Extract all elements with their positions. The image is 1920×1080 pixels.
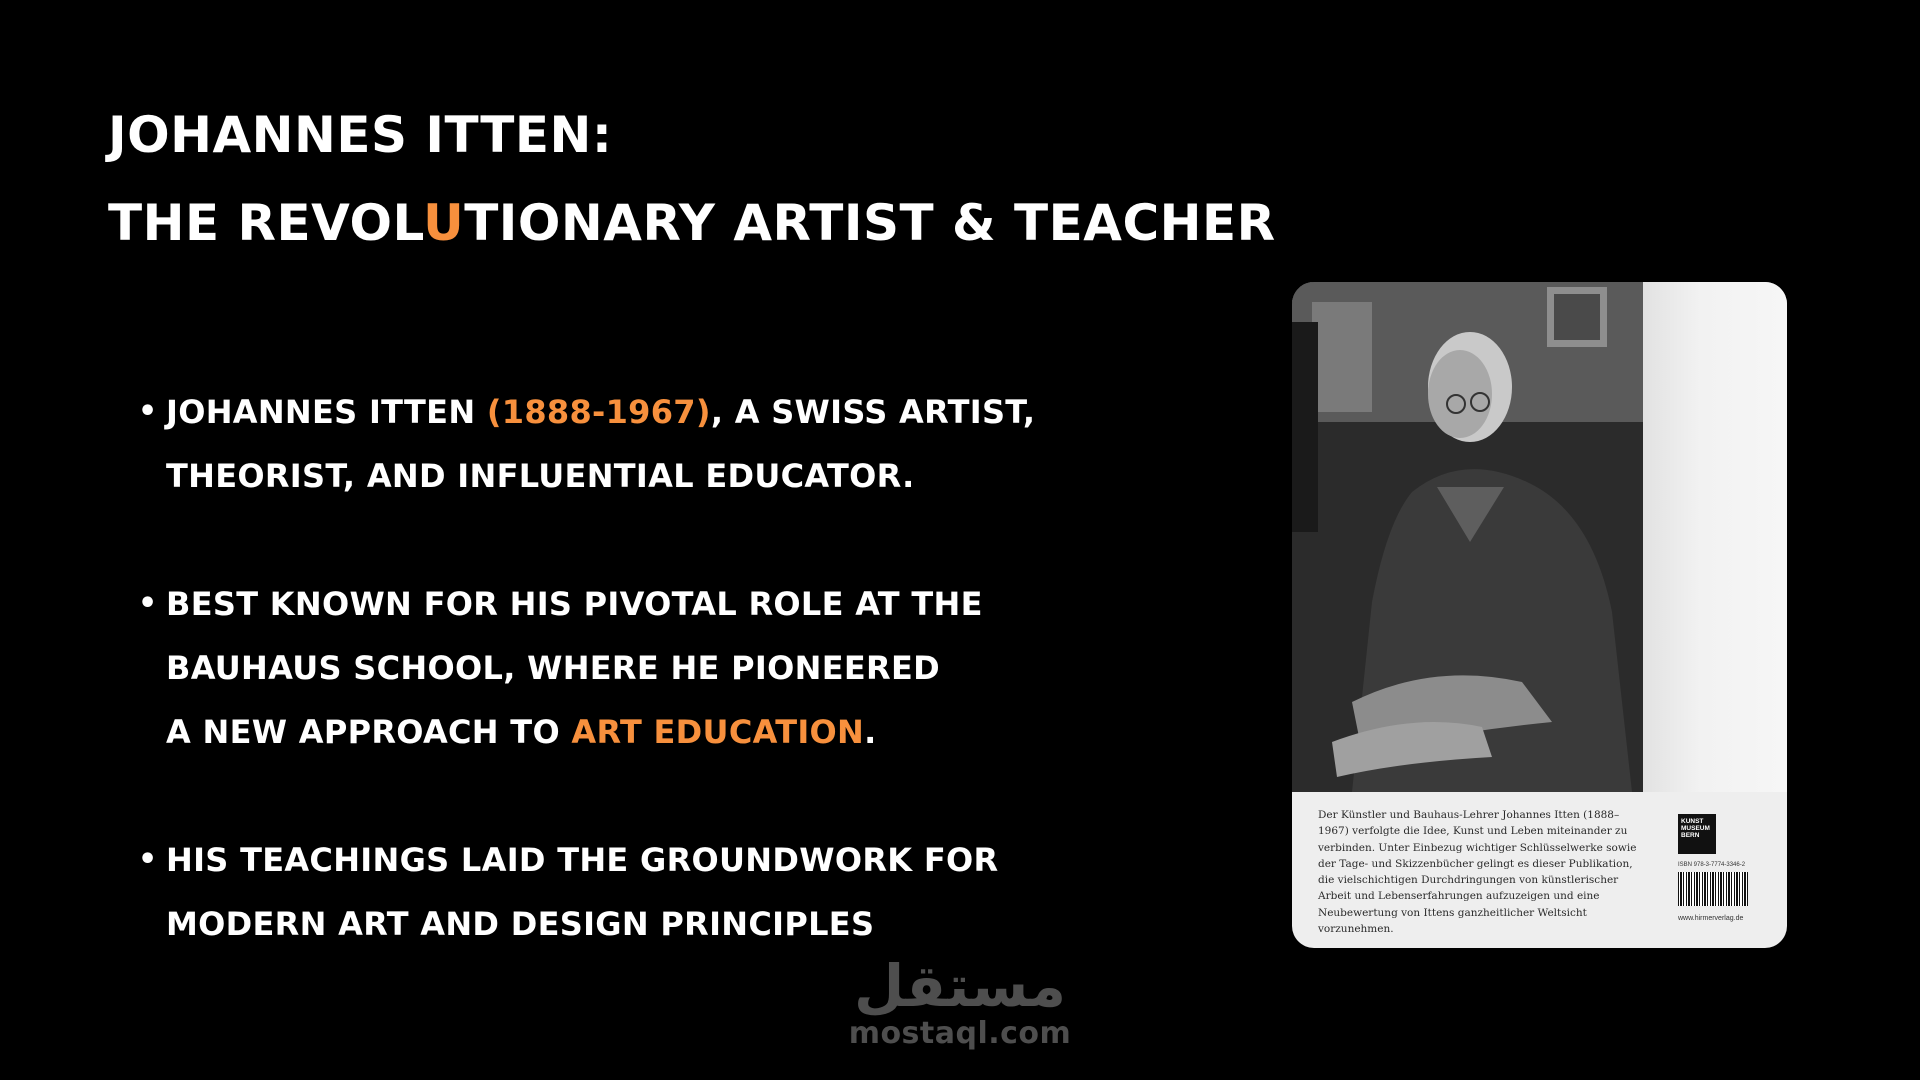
- bullet-accent-text: ART EDUCATION: [571, 713, 865, 751]
- bullet-dot: •: [138, 586, 158, 621]
- cover-right-strip: [1643, 282, 1787, 792]
- slide-title-line-1: JOHANNES ITTEN:: [108, 106, 613, 164]
- slide-title-line-2: [108, 194, 1276, 252]
- bullet-text: JOHANNES ITTEN: [166, 393, 487, 431]
- isbn-text: ISBN 978-3-7774-3346-2: [1678, 862, 1746, 868]
- book-blurb: Der Künstler und Bauhaus-Lehrer Johannes Itten (1888–1967) verfolgte die Idee, Kunst und Leben miteinander zu verbinden. Unter Einbezug wichtiger Schlüsselwerke sowie der Tage- und Skizzenbücher gelingt es dieser Publikation, die vielschichtigen Durchdringungen von künstlerischer Arbeit und Lebenserfahrungen aufzuzeigen und eine Neubewertung von Ittens ganzheitlicher Weltsicht vorzunehmen.: [1318, 809, 1637, 936]
- barcode-icon: [1678, 872, 1748, 906]
- bullet-line: THEORIST, AND INFLUENTIAL EDUCATOR.: [166, 457, 915, 495]
- book-cover-image: [1292, 282, 1787, 948]
- bullet-dot: •: [138, 394, 158, 429]
- bullet-item: [138, 572, 983, 764]
- mostaql-watermark: [840, 952, 1080, 1051]
- bullet-item: [138, 828, 998, 956]
- bullet-line: BAUHAUS SCHOOL, WHERE HE PIONEERED: [166, 649, 940, 687]
- title-text: TIONARY ARTIST & TEACHER: [464, 194, 1276, 252]
- title-text: THE REVOL: [108, 194, 424, 252]
- bullet-line: [166, 700, 983, 764]
- bullet-line: HIS TEACHINGS LAID THE GROUNDWORK FOR: [166, 841, 999, 879]
- bullet-item: [138, 380, 1035, 508]
- itten-portrait-photo: [1292, 282, 1643, 792]
- bullet-accent-text: (1888-1967): [486, 393, 711, 431]
- publisher-url: www.hirmerverlag.de: [1678, 915, 1744, 922]
- watermark-arabic: مستقل: [853, 952, 1067, 1020]
- bullet-line: [166, 380, 1035, 444]
- bullet-text: , A SWISS ARTIST,: [710, 393, 1036, 431]
- watermark-latin: mostaql.com: [848, 1016, 1072, 1051]
- bullet-text: .: [864, 713, 877, 751]
- museum-logo: KUNST MUSEUM BERN: [1678, 814, 1716, 854]
- bullet-text: A NEW APPROACH TO: [166, 713, 572, 751]
- bullet-line: BEST KNOWN FOR HIS PIVOTAL ROLE AT THE: [166, 585, 983, 623]
- portrait-illustration: [1292, 282, 1643, 792]
- title-accent-letter: U: [423, 194, 465, 252]
- bullet-dot: •: [138, 842, 158, 877]
- bullet-line: MODERN ART AND DESIGN PRINCIPLES: [166, 905, 875, 943]
